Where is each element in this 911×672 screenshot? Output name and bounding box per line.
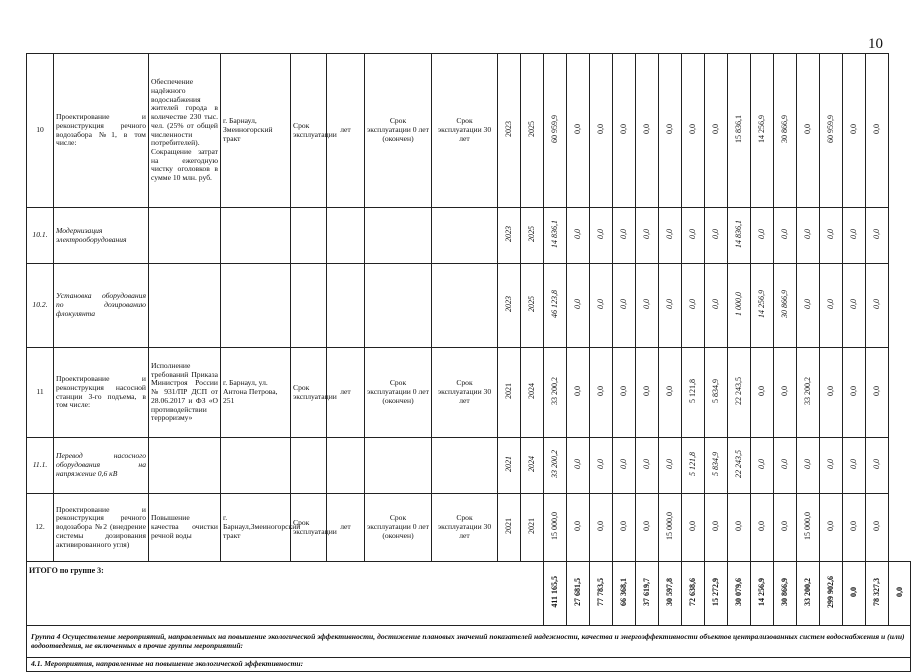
value-cell-text: 33 200,2 [550,450,560,479]
value-cell [843,438,866,494]
value-cell-text: 0,0 [757,521,767,532]
value-cell-text: 0,0 [757,459,767,470]
value-cell [866,438,889,494]
term-planned-cell: Срок эксплуатации 30 лет [432,54,498,208]
value-cell-text: 0,0 [872,299,882,310]
value-cell [636,438,659,494]
value-cell [751,54,774,208]
total-value-cell [797,562,820,626]
justification-cell [149,438,221,494]
value-cell-text: 33 200,2 [803,377,813,406]
value-cell-text: 22 243,5 [734,450,744,479]
value-cell-text: 14 256,9 [757,115,767,144]
term-planned-cell: Срок эксплуатации 30 лет [432,348,498,438]
value-cell [567,494,590,562]
investment-program-table [26,53,911,672]
measure-name: Проектирование и реконструкция речного водозабора №2 (внедрение системы дозирования активированного угля) [54,494,149,562]
table-row [27,494,911,562]
total-value-cell-text: 299 902,6 [826,576,836,609]
value-cell [636,264,659,348]
total-value-cell [590,562,613,626]
table-row [27,264,911,348]
total-value-cell-text: 27 681,5 [573,578,583,607]
value-cell-text: 0,0 [573,229,583,240]
value-cell [705,494,728,562]
table-row [27,208,911,264]
value-cell-text: 0,0 [596,124,606,135]
value-cell [682,438,705,494]
term-planned-cell [432,438,498,494]
row-number: 11 [27,348,54,438]
total-value-cell-text: 33 200,2 [803,578,813,607]
term-label-cell: Срок эксплуатации [291,494,327,562]
total-value-cell-text: 14 256,9 [757,578,767,607]
term-label-cell: Срок эксплуатации [291,348,327,438]
value-cell-text: 0,0 [619,229,629,240]
year-end-cell [521,208,544,264]
value-cell-text: 0,0 [780,386,790,397]
value-cell [751,208,774,264]
value-cell [843,264,866,348]
value-cell-text: 14 836,1 [734,220,744,249]
value-cell [797,208,820,264]
year-start-cell-text: 2021 [504,518,514,535]
value-cell [728,264,751,348]
value-cell-text: 0,0 [596,386,606,397]
group-heading: Группа 4 Осуществление мероприятий, направленных на повышение экологической эффективности, достижение плановых значений показателей надежности, качества и энергоэффективности объектов централизованных систем водоснабжения и (или) водоотведения, не включенных в прочие группы мероприятий: [27,626,911,658]
value-cell [866,494,889,562]
value-cell [636,208,659,264]
value-cell-text: 0,0 [665,124,675,135]
total-value-cell-text: 0,0 [894,587,904,598]
total-row [27,562,911,626]
year-start-cell-text: 2021 [504,383,514,400]
value-cell [590,208,613,264]
value-cell [728,438,751,494]
value-cell [544,54,567,208]
year-start-cell [498,494,521,562]
measure-name: Проектирование и реконструкция насосной станции 3-го подъема, в том числе: [54,348,149,438]
value-cell-text: 0,0 [665,229,675,240]
value-cell-text: 0,0 [596,229,606,240]
value-cell [751,264,774,348]
unit-cell: лет [327,54,365,208]
total-value-cell [682,562,705,626]
value-cell [613,208,636,264]
value-cell [567,348,590,438]
value-cell-text: 5 834,9 [711,452,721,477]
value-cell [820,54,843,208]
total-value-cell-text: 30 597,8 [665,578,675,607]
value-cell-text: 0,0 [573,459,583,470]
value-cell-text: 0,0 [688,299,698,310]
year-start-cell-text: 2023 [504,121,514,138]
value-cell-text: 0,0 [803,229,813,240]
value-cell-text: 0,0 [573,521,583,532]
value-cell [820,348,843,438]
value-cell [682,348,705,438]
total-label: ИТОГО по группе 3: [27,562,544,626]
value-cell [590,494,613,562]
value-cell-text: 0,0 [872,229,882,240]
subgroup-row [27,658,911,672]
value-cell [659,494,682,562]
value-cell [636,54,659,208]
value-cell [843,54,866,208]
value-cell-text: 0,0 [826,521,836,532]
value-cell-text: 1 000,0 [734,292,744,317]
value-cell [866,348,889,438]
year-end-cell [521,348,544,438]
year-start-cell [498,54,521,208]
term-planned-cell [432,208,498,264]
value-cell-text: 0,0 [619,299,629,310]
location-cell: г. Барнаул, ул. Антона Петрова, 251 [221,348,291,438]
total-value-cell [774,562,797,626]
value-cell-text: 5 121,8 [688,452,698,477]
value-cell-text: 0,0 [642,229,652,240]
value-cell-text: 33 200,2 [550,377,560,406]
row-number: 11.1. [27,438,54,494]
value-cell-text: 0,0 [642,386,652,397]
value-cell-text: 5 834,9 [711,379,721,404]
group-row [27,626,911,658]
value-cell-text: 0,0 [757,229,767,240]
value-cell [728,348,751,438]
measure-name: Установка оборудования по дозированию флокулянта [54,264,149,348]
total-value-cell [820,562,843,626]
total-value-cell [843,562,866,626]
value-cell-text: 0,0 [711,124,721,135]
unit-cell [327,208,365,264]
term-existing-cell [365,208,432,264]
value-cell [590,438,613,494]
value-cell [613,264,636,348]
year-end-cell [521,438,544,494]
total-value-cell [728,562,751,626]
value-cell [820,438,843,494]
total-value-cell-text: 37 619,7 [642,578,652,607]
value-cell-text: 0,0 [596,459,606,470]
value-cell-text: 60 959,9 [550,115,560,144]
value-cell [590,348,613,438]
value-cell [866,264,889,348]
value-cell [751,348,774,438]
value-cell [613,348,636,438]
value-cell [590,54,613,208]
value-cell [682,54,705,208]
year-end-cell-text: 2021 [527,518,537,535]
location-cell [221,264,291,348]
value-cell [705,208,728,264]
value-cell [544,438,567,494]
location-cell [221,208,291,264]
value-cell-text: 0,0 [849,386,859,397]
value-cell-text: 0,0 [803,299,813,310]
value-cell-text: 0,0 [734,521,744,532]
subgroup-heading: 4.1. Мероприятия, направленные на повышение экологической эффективности: [27,658,911,672]
value-cell-text: 0,0 [780,459,790,470]
justification-cell: Повышение качества очистки речной воды [149,494,221,562]
table-row [27,54,911,208]
justification-cell [149,208,221,264]
measure-name: Модернизация электрооборудования [54,208,149,264]
table-row [27,348,911,438]
value-cell-text: 30 866,9 [780,115,790,144]
term-label-cell [291,438,327,494]
unit-cell: лет [327,348,365,438]
page-number: 10 [868,36,883,52]
value-cell-text: 0,0 [780,521,790,532]
value-cell-text: 0,0 [849,299,859,310]
value-cell [797,494,820,562]
value-cell-text: 0,0 [872,124,882,135]
total-value-cell [567,562,590,626]
value-cell [797,54,820,208]
value-cell-text: 5 121,8 [688,379,698,404]
term-existing-cell: Срок эксплуатации 0 лет (окончен) [365,54,432,208]
value-cell [705,264,728,348]
year-end-cell-text: 2025 [527,226,537,243]
value-cell-text: 0,0 [711,229,721,240]
total-value-cell [751,562,774,626]
value-cell [866,54,889,208]
year-end-cell-text: 2024 [527,383,537,400]
value-cell-text: 0,0 [573,124,583,135]
value-cell [544,208,567,264]
value-cell-text: 0,0 [872,521,882,532]
year-start-cell [498,438,521,494]
value-cell-text: 0,0 [619,459,629,470]
value-cell [659,438,682,494]
value-cell-text: 0,0 [573,386,583,397]
value-cell [705,438,728,494]
value-cell-text: 0,0 [826,229,836,240]
value-cell-text: 15 000,0 [550,512,560,541]
value-cell [843,348,866,438]
value-cell [567,54,590,208]
year-start-cell [498,264,521,348]
value-cell [797,438,820,494]
value-cell [682,264,705,348]
total-value-cell-text: 30 866,9 [780,578,790,607]
value-cell [797,348,820,438]
value-cell-text: 0,0 [826,386,836,397]
value-cell-text: 0,0 [711,299,721,310]
value-cell [751,494,774,562]
value-cell [613,438,636,494]
row-number: 12. [27,494,54,562]
justification-cell [149,264,221,348]
value-cell-text: 0,0 [596,521,606,532]
value-cell [774,494,797,562]
unit-cell [327,438,365,494]
value-cell [659,208,682,264]
value-cell-text: 0,0 [619,521,629,532]
value-cell [728,208,751,264]
value-cell-text: 15 000,0 [803,512,813,541]
year-start-cell [498,208,521,264]
year-end-cell-text: 2025 [527,121,537,138]
value-cell [705,54,728,208]
value-cell-text: 0,0 [849,459,859,470]
value-cell [636,494,659,562]
value-cell [636,348,659,438]
term-existing-cell [365,438,432,494]
value-cell-text: 0,0 [642,299,652,310]
value-cell [567,264,590,348]
unit-cell [327,264,365,348]
total-value-cell-text: 0,0 [849,587,859,598]
value-cell [613,54,636,208]
row-number: 10.1. [27,208,54,264]
value-cell [659,348,682,438]
row-number: 10 [27,54,54,208]
year-start-cell-text: 2023 [504,296,514,313]
year-end-cell-text: 2025 [527,296,537,313]
year-start-cell-text: 2023 [504,226,514,243]
value-cell [820,494,843,562]
value-cell-text: 0,0 [826,459,836,470]
value-cell-text: 0,0 [642,459,652,470]
total-value-cell-text: 78 327,3 [872,578,882,607]
value-cell-text: 0,0 [642,124,652,135]
value-cell-text: 0,0 [619,124,629,135]
value-cell-text: 0,0 [688,229,698,240]
term-label-cell: Срок эксплуатации [291,54,327,208]
value-cell [866,208,889,264]
value-cell-text: 30 866,9 [780,290,790,319]
value-cell [820,208,843,264]
location-cell [221,438,291,494]
value-cell-text: 0,0 [803,124,813,135]
total-value-cell [889,562,911,626]
total-value-cell [866,562,889,626]
term-label-cell [291,264,327,348]
term-existing-cell [365,264,432,348]
value-cell-text: 0,0 [872,386,882,397]
year-end-cell [521,264,544,348]
value-cell-text: 0,0 [665,299,675,310]
value-cell [774,54,797,208]
location-cell: г. Барнаул, Змеиногорский тракт [221,54,291,208]
total-value-cell-text: 66 368,1 [619,578,629,607]
value-cell [843,208,866,264]
value-cell-text: 0,0 [642,521,652,532]
term-planned-cell [432,264,498,348]
value-cell-text: 46 123,8 [550,290,560,319]
total-value-cell [705,562,728,626]
value-cell [774,348,797,438]
value-cell-text: 0,0 [573,299,583,310]
value-cell [613,494,636,562]
year-start-cell [498,348,521,438]
value-cell-text: 0,0 [688,521,698,532]
value-cell-text: 0,0 [619,386,629,397]
value-cell [567,438,590,494]
value-cell [682,494,705,562]
value-cell-text: 14 836,1 [550,220,560,249]
value-cell-text: 0,0 [665,386,675,397]
year-end-cell [521,494,544,562]
location-cell: г. Барнаул,Змеиногорский тракт [221,494,291,562]
value-cell-text: 60 959,9 [826,115,836,144]
value-cell-text: 14 256,9 [757,290,767,319]
total-value-cell-text: 411 165,5 [550,576,560,608]
measure-name: Перевод насосного оборудования на напряжение 0,6 кВ [54,438,149,494]
value-cell [659,264,682,348]
value-cell-text: 0,0 [803,459,813,470]
total-value-cell-text: 15 272,9 [711,578,721,607]
term-existing-cell: Срок эксплуатации 0 лет (окончен) [365,348,432,438]
total-value-cell [636,562,659,626]
value-cell-text: 0,0 [849,521,859,532]
value-cell [797,264,820,348]
value-cell-text: 0,0 [826,299,836,310]
value-cell-text: 0,0 [665,459,675,470]
year-end-cell [521,54,544,208]
value-cell [728,494,751,562]
justification-cell: Исполнение требований Приказа Министроя России № 931/ПР ДСП от 28.06.2017 и ФЗ «О противодействии терроризму» [149,348,221,438]
total-value-cell [544,562,567,626]
value-cell [659,54,682,208]
row-number: 10.2. [27,264,54,348]
term-existing-cell: Срок эксплуатации 0 лет (окончен) [365,494,432,562]
term-label-cell [291,208,327,264]
value-cell [728,54,751,208]
value-cell [774,208,797,264]
value-cell-text: 0,0 [688,124,698,135]
value-cell [751,438,774,494]
value-cell [820,264,843,348]
unit-cell: лет [327,494,365,562]
value-cell [590,264,613,348]
value-cell-text: 0,0 [872,459,882,470]
value-cell [544,494,567,562]
value-cell [544,348,567,438]
value-cell-text: 15 000,0 [665,512,675,541]
value-cell [705,348,728,438]
justification-cell: Обеспечение надёжного водоснабжения жителей города в количестве 230 тыс. чел. (25% от общей численности потребителей). Сокращение затрат на ежегодную чистку оголовков в сумме 10 млн. руб. [149,54,221,208]
value-cell [843,494,866,562]
total-value-cell [659,562,682,626]
value-cell [682,208,705,264]
value-cell-text: 0,0 [596,299,606,310]
measure-name: Проектирование и реконструкция речного водозабора №1, в том числе: [54,54,149,208]
value-cell [774,438,797,494]
value-cell-text: 22 243,5 [734,377,744,406]
total-value-cell-text: 72 638,6 [688,578,698,607]
value-cell-text: 0,0 [849,124,859,135]
value-cell-text: 0,0 [849,229,859,240]
term-planned-cell: Срок эксплуатации 30 лет [432,494,498,562]
total-value-cell-text: 30 079,6 [734,578,744,607]
value-cell [567,208,590,264]
value-cell [544,264,567,348]
value-cell-text: 0,0 [711,521,721,532]
year-start-cell-text: 2021 [504,456,514,473]
value-cell-text: 0,0 [780,229,790,240]
year-end-cell-text: 2024 [527,456,537,473]
value-cell [774,264,797,348]
total-value-cell [613,562,636,626]
total-value-cell-text: 77 783,5 [596,578,606,607]
table-row [27,438,911,494]
value-cell-text: 0,0 [757,386,767,397]
value-cell-text: 15 836,1 [734,115,744,144]
